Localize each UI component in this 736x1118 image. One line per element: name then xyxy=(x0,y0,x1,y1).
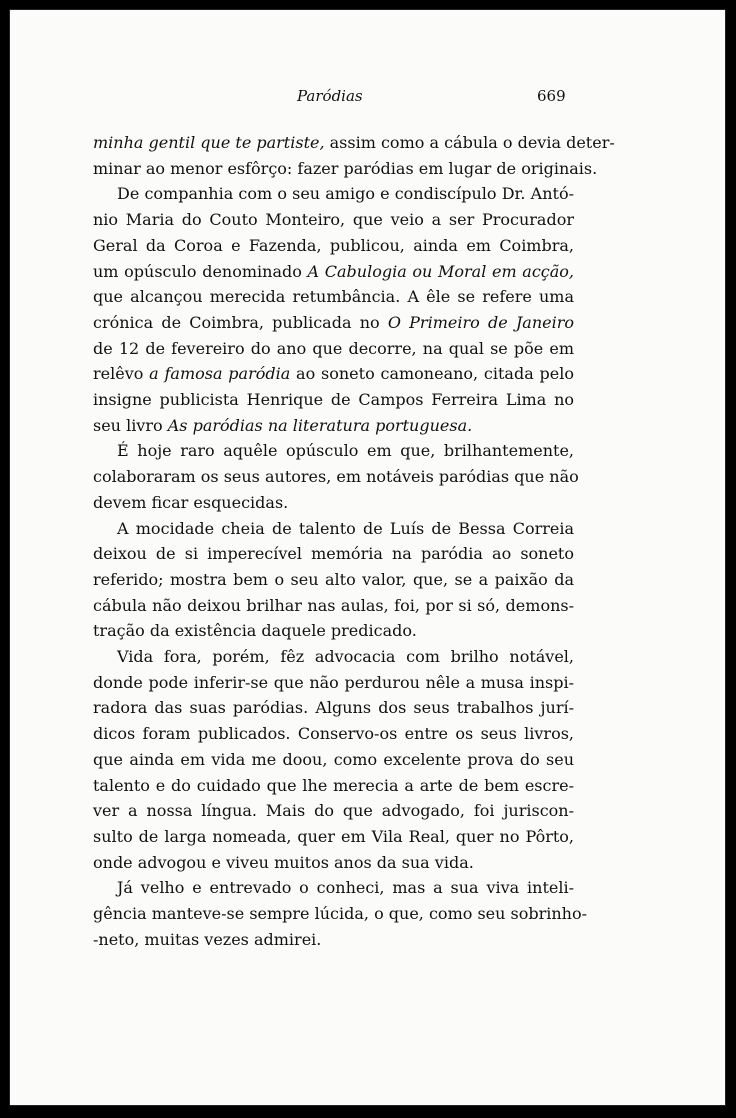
text-line: donde pode inferir-se que não perdurou nêle a musa inspi- xyxy=(93,672,574,692)
text-line: devem ficar esquecidas. xyxy=(93,492,289,512)
text-line: insigne publicista Henrique de Campos Ferreira Lima no xyxy=(93,390,574,410)
text-line: radora das suas paródias. Alguns dos seus trabalhos jurí- xyxy=(93,698,574,718)
text-line: gência manteve-se sempre lúcida, o que, como seu sobrinho- xyxy=(93,904,588,924)
text-line: minar ao menor esfôrço: fazer paródias em lugar de originais. xyxy=(93,158,598,178)
running-title: Paródias xyxy=(297,87,363,105)
text-line: cábula não deixou brilhar nas aulas, foi, por si só, demons- xyxy=(93,595,574,615)
text-line: que ainda em vida me doou, como excelente prova do seu xyxy=(93,749,574,769)
text-line: Geral da Coroa e Fazenda, publicou, ainda em Coimbra, xyxy=(93,235,574,255)
text-line: relêvo a famosa paródia ao soneto camoneano, citada pelo xyxy=(93,364,574,384)
running-head xyxy=(9,87,726,111)
text-line: nio Maria do Couto Monteiro, que veio a ser Procurador xyxy=(93,210,574,230)
text-line: A mocidade cheia de talento de Luís de Bessa Correia xyxy=(117,518,574,538)
text-line: referido; mostra bem o seu alto valor, que, se a paixão da xyxy=(93,569,574,589)
text-line: que alcançou merecida retumbância. A êle se refere uma xyxy=(93,287,574,307)
book-page xyxy=(9,9,726,1106)
text-line: seu livro As paródias na literatura portuguesa. xyxy=(93,415,473,435)
text-line: sulto de larga nomeada, quer em Vila Real, quer no Pôrto, xyxy=(93,826,574,846)
text-line: colaboraram os seus autores, em notáveis paródias que não xyxy=(93,467,579,487)
page-number: 669 xyxy=(537,87,566,105)
text-line: Já velho e entrevado o conheci, mas a sua viva inteli- xyxy=(117,878,574,898)
text-line: crónica de Coimbra, publicada no O Primeiro de Janeiro xyxy=(93,312,574,332)
text-line: Vida fora, porém, fêz advocacia com brilho notável, xyxy=(117,647,574,667)
text-line: dicos foram publicados. Conservo-os entre os seus livros, xyxy=(93,724,574,744)
text-line: deixou de si imperecível memória na paródia ao soneto xyxy=(93,544,574,564)
text-line: um opúsculo denominado A Cabulogia ou Moral em acção, xyxy=(93,261,574,281)
text-line: de 12 de fevereiro do ano que decorre, na qual se põe em xyxy=(93,338,574,358)
text-line: tração da existência daquele predicado. xyxy=(93,621,417,641)
text-line: ver a nossa língua. Mais do que advogado, foi juriscon- xyxy=(93,801,574,821)
text-line: onde advogou e viveu muitos anos da sua vida. xyxy=(93,852,474,872)
text-line: De companhia com o seu amigo e condiscípulo Dr. Antó- xyxy=(117,184,574,204)
text-line: talento e do cuidado que lhe merecia a arte de bem escre- xyxy=(93,775,574,795)
text-line: minha gentil que te partiste, assim como a cábula o devia deter- xyxy=(93,133,615,152)
text-line: -neto, muitas vezes admirei. xyxy=(93,929,322,949)
body-text xyxy=(93,130,615,953)
text-line: É hoje raro aquêle opúsculo em que, brilhantemente, xyxy=(117,441,574,461)
